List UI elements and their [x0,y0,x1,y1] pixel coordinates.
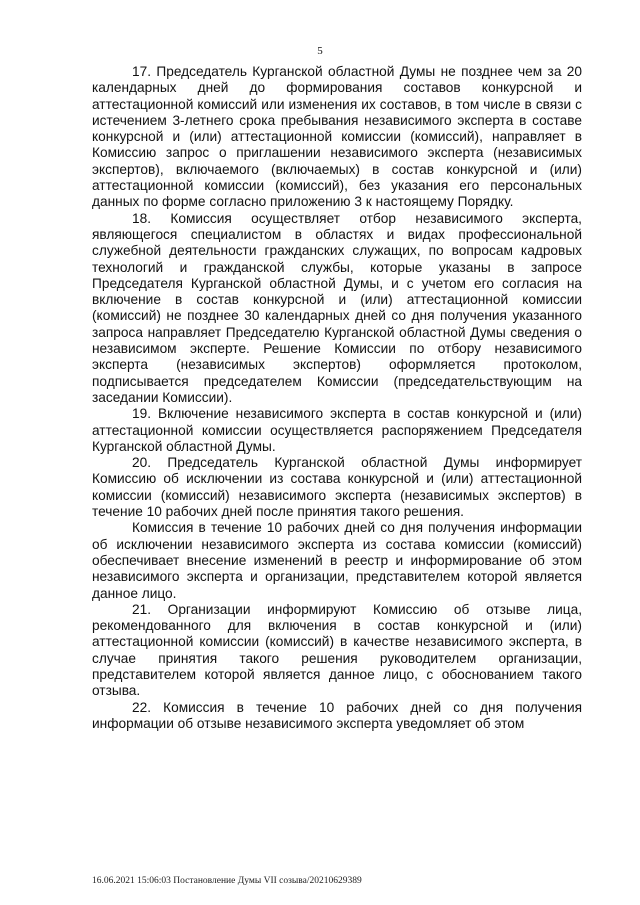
paragraph-17: 17. Председатель Курганской областной Думы не позднее чем за 20 календарных дней до формирования составов конкурсной и аттестационной комиссий или изменения их составов, в том числе в связи с истечением 3-летнего срока пребывания независимого эксперта в составе конкурсной и (или) аттестационной комиссии (комиссий), направляет в Комиссию запрос о приглашении независимого эксперта (независимых экспертов), включаемого (включаемых) в состав конкурсной и (или) аттестационной комиссии (комиссий), без указания его персональных данных по форме согласно приложению 3 к настоящему Порядку. [92,64,582,210]
page-number: 5 [317,45,323,57]
paragraph-21: 21. Организации информируют Комиссию об отзыве лица, рекомендованного для включения в состав конкурсной и (или) аттестационной комиссии (комиссий) в качестве независимого эксперта, в случае принятия такого решения руководителем организации, представителем которой является данное лицо, с обоснованием такого отзыва. [92,601,582,699]
paragraph-20-continued: Комиссия в течение 10 рабочих дней со дня получения информации об исключении независимого эксперта из состава комиссии (комиссий) обеспечивает внесение изменений в реестр и информирование об этом независимого эксперта и организации, представителем которой является данное лицо. [92,520,582,601]
paragraph-18: 18. Комиссия осуществляет отбор независимого эксперта, являющегося специалистом в областях и видах профессиональной служебной деятельности гражданских служащих, по вопросам кадровых технологий и гражданской службы, которые указаны в запросе Председателя Курганской областной Думы, и с учетом его согласия на включение в состав конкурсной и (или) аттестационной комиссии (комиссий) не позднее 30 календарных дней со дня получения указанного запроса направляет Председателю Курганской областной Думы сведения о независимом эксперте. Решение Комиссии по отбору независимого эксперта (независимых экспертов) оформляется протоколом, подписывается председателем Комиссии (председательствующим на заседании Комиссии). [92,210,582,405]
paragraph-19: 19. Включение независимого эксперта в состав конкурсной и (или) аттестационной комиссии осуществляется распоряжением Председателя Курганской областной Думы. [92,406,582,454]
paragraph-22: 22. Комиссия в течение 10 рабочих дней со дня получения информации об отзыве независимого эксперта уведомляет об этом [92,699,582,731]
paragraph-20: 20. Председатель Курганской областной Думы информирует Комиссию об исключении из состава конкурсной и (или) аттестационной комиссии (комиссий) независимого эксперта (независимых экспертов) в течение 10 рабочих дней после принятия такого решения. [92,455,582,520]
document-footer-stamp: 16.06.2021 15:06:03 Постановление Думы VII созыва/20210629389 [92,876,362,886]
document-body [92,64,582,732]
